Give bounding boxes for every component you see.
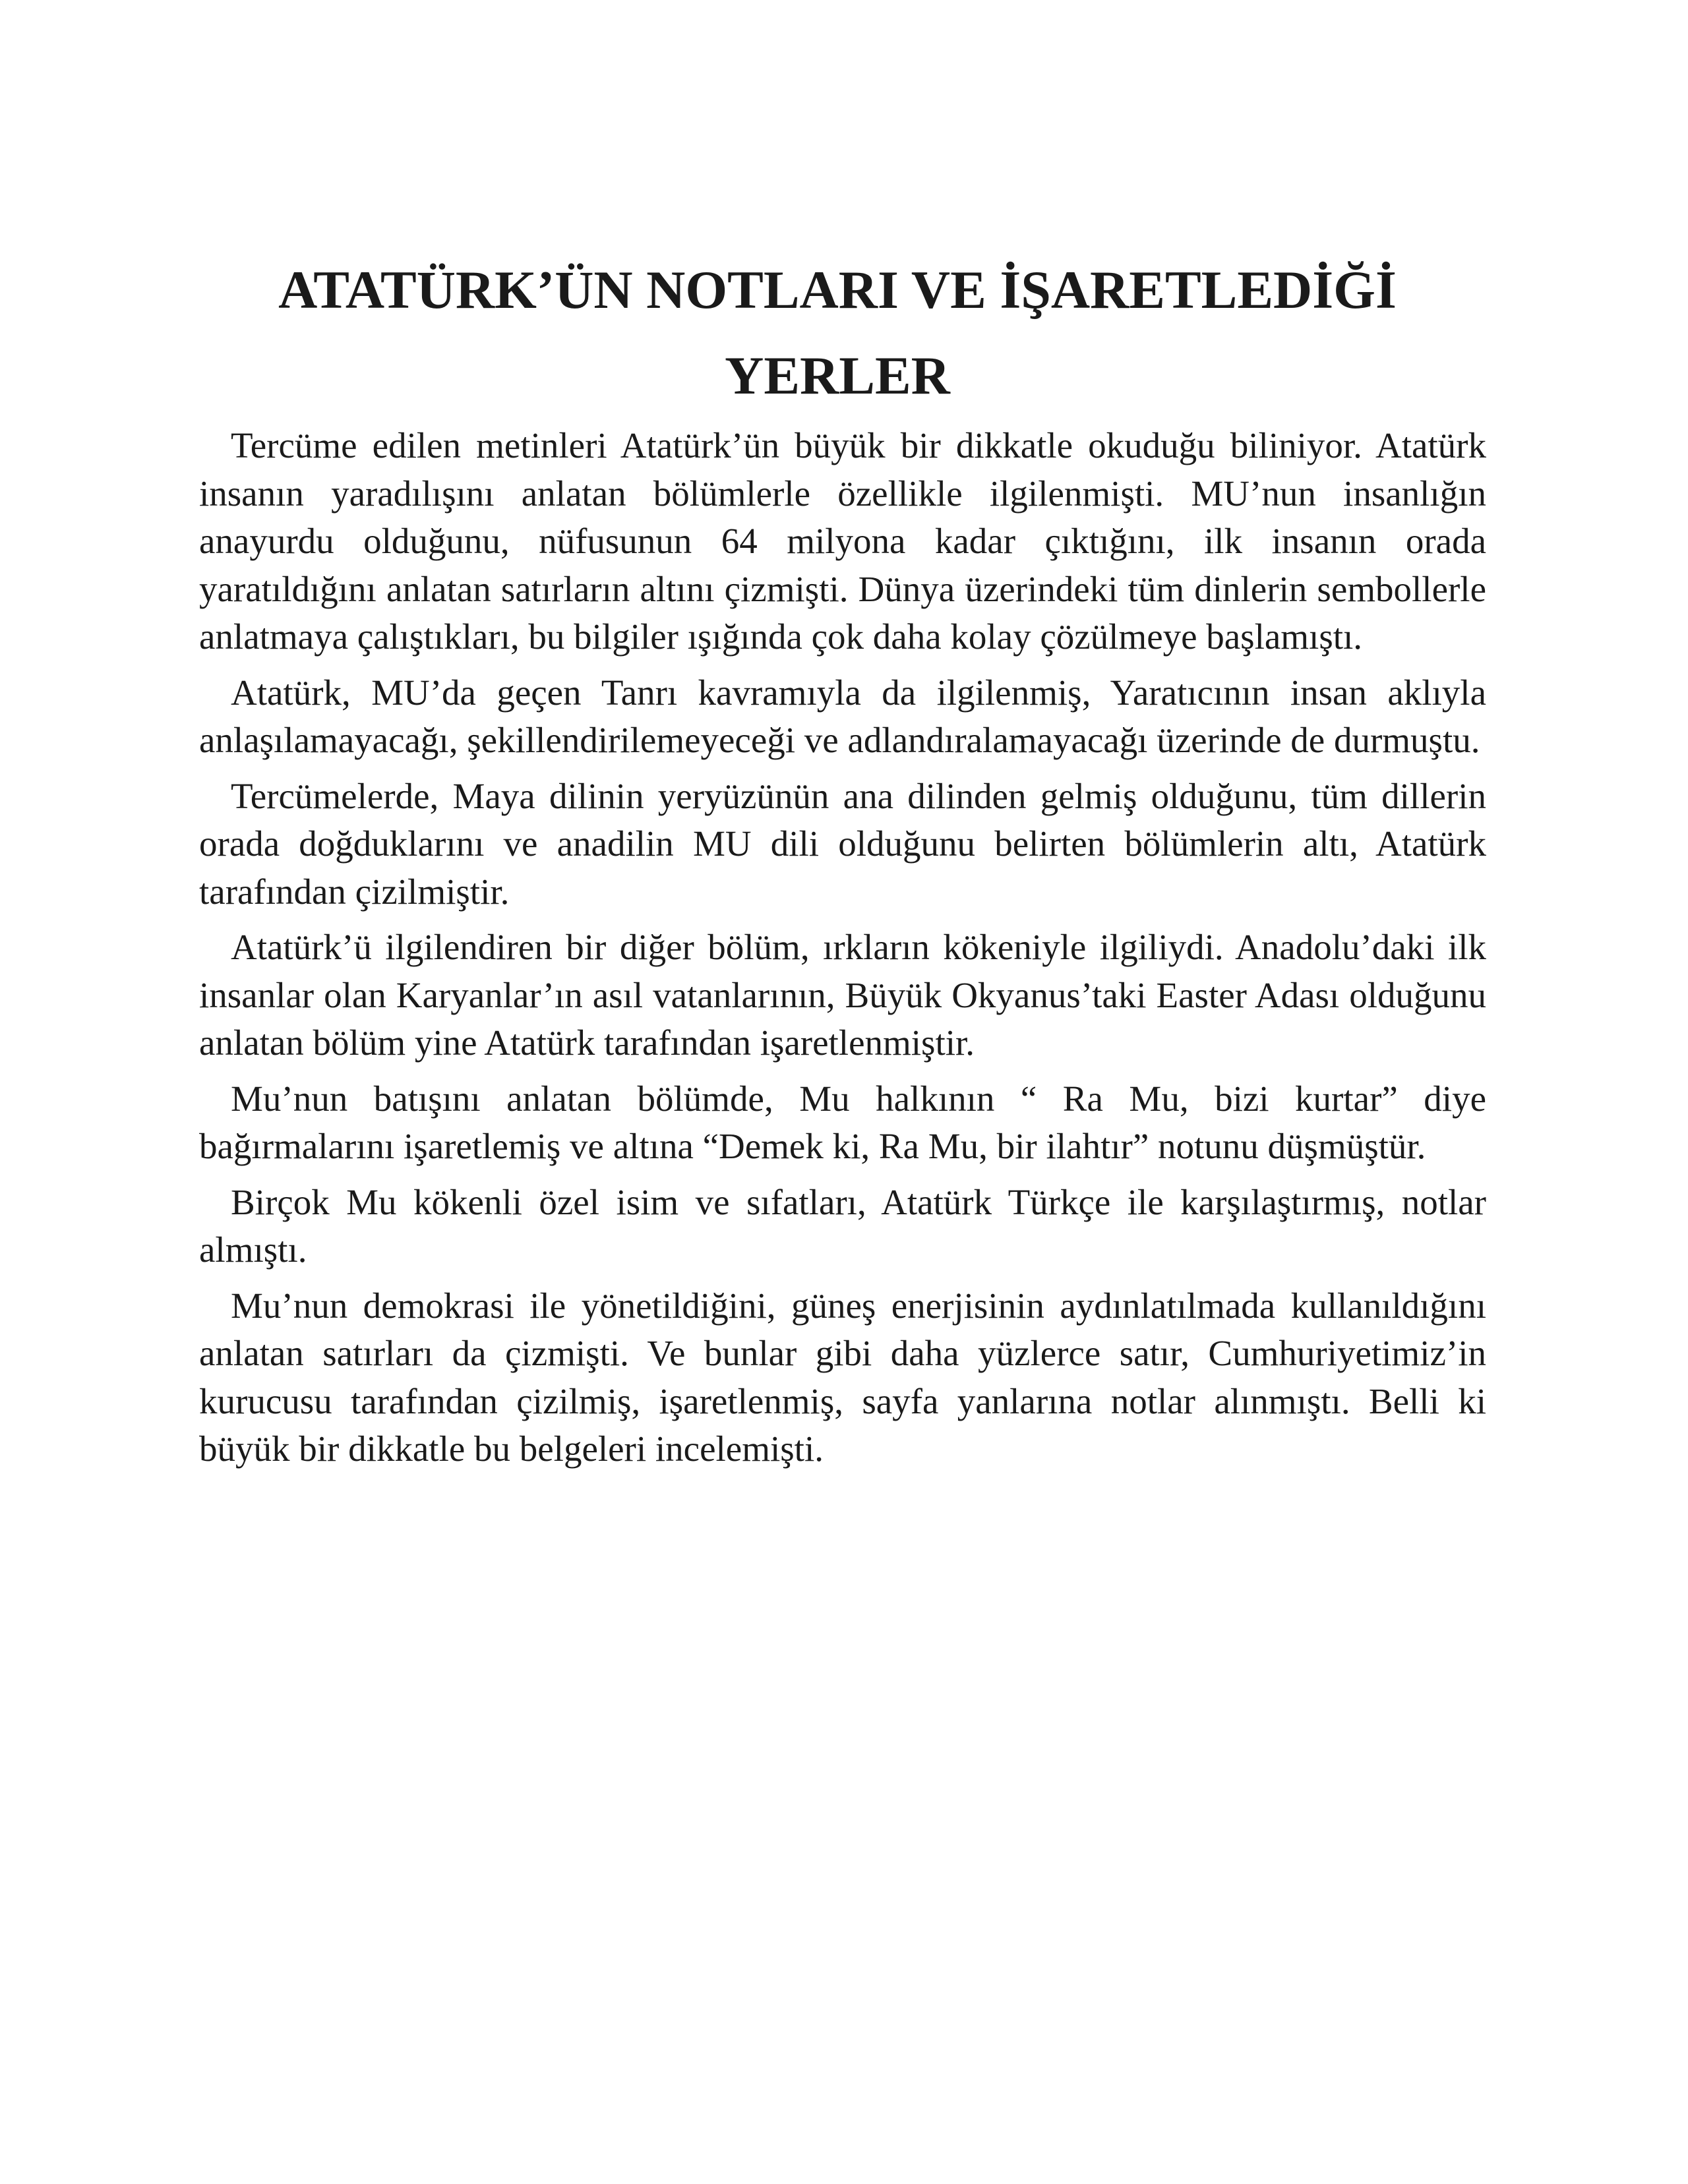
title-line-1: ATATÜRK’ÜN NOTLARI VE İŞARETLEDİĞİ [278, 260, 1397, 320]
paragraph-4: Atatürk’ü ilgilendiren bir diğer bölüm, ırkların kökeniyle ilgiliydi. Anadolu’daki ilk insanlar olan Karyanlar’ın asıl vatanlarının, Büyük Okyanus’taki Easter Adası olduğunu anlatan bölüm yine Atatürk tarafından işaretlenmiştir. [199, 927, 1486, 1063]
paragraph-7: Mu’nun demokrasi ile yönetildiğini, güneş enerjisinin aydınlatılmada kullanıldığını anlatan satırları da çizmişti. Ve bunlar gibi daha yüzlerce satır, Cumhuriyetimiz’in kurucusu tarafından çizilmiş, işaretlenmiş, sayfa yanlarına notlar alınmıştı. Belli ki büyük bir dikkatle bu belgeleri incelemişti. [199, 1285, 1486, 1469]
paragraph-5: Mu’nun batışını anlatan bölümde, Mu halkının “ Ra Mu, bizi kurtar” diye bağırmalarını işaretlemiş ve altına “Demek ki, Ra Mu, bir ilahtır” notunu düşmüştür. [199, 1078, 1486, 1166]
body-text [199, 422, 1486, 1481]
paragraph-2: Atatürk, MU’da geçen Tanrı kavramıyla da ilgilenmiş, Yaratıcının insan aklıyla anlaşılamayacağı, şekillendirilemeyeceği ve adlandıralamayacağı üzerinde de durmuştu. [199, 672, 1486, 760]
paragraph-3: Tercümelerde, Maya dilinin yeryüzünün ana dilinden gelmiş olduğunu, tüm dillerin orada doğduklarını ve anadilin MU dili olduğunu belirten bölümlerin altı, Atatürk tarafından çizilmiştir. [199, 775, 1486, 912]
paragraph-6: Birçok Mu kökenli özel isim ve sıfatları, Atatürk Türkçe ile karşılaştırmış, notlar almıştı. [199, 1181, 1486, 1270]
title-line-2: YERLER [725, 345, 950, 405]
paragraph-1: Tercüme edilen metinleri Atatürk’ün büyük bir dikkatle okuduğu biliniyor. Atatürk insanın yaradılışını anlatan bölümlerle özellikle ilgilenmişti. MU’nun insanlığın anayurdu olduğunu, nüfusunun 64 milyona kadar çıktığını, ilk insanın orada yaratıldığını anlatan satırların altını çizmişti. Dünya üzerindeki tüm dinlerin sembollerle anlatmaya çalıştıkları, bu bilgiler ışığında çok daha kolay çözülmeye başlamıştı. [199, 425, 1486, 657]
page-title [198, 247, 1477, 419]
